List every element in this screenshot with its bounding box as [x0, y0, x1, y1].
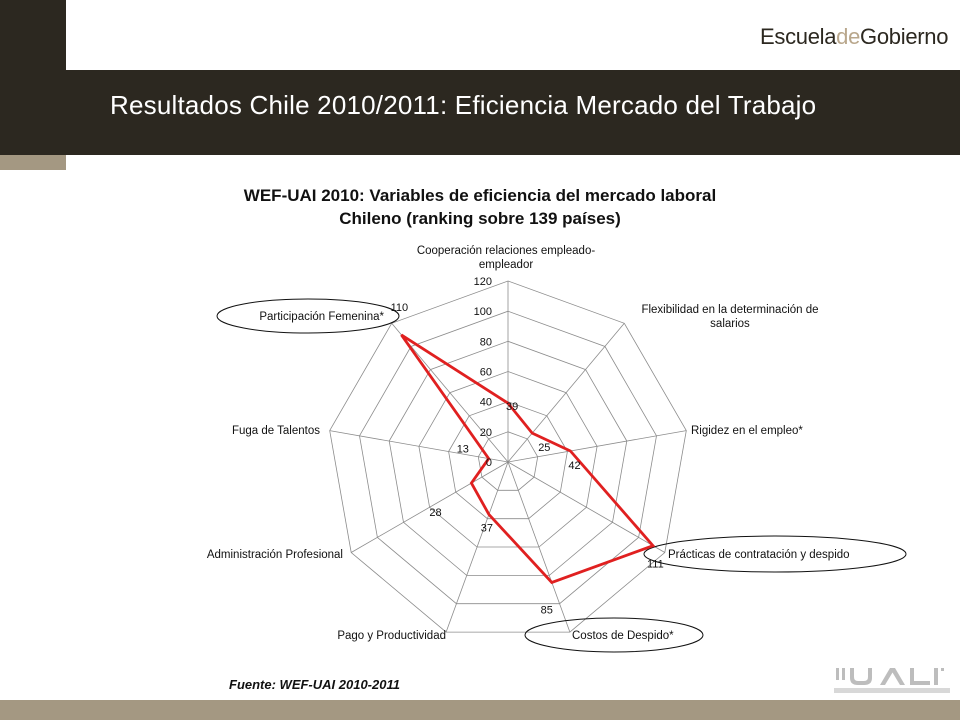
highlight-ellipses [217, 299, 906, 652]
axis-label-line: Flexibilidad en la determinación de [641, 304, 819, 316]
chart-title-line-1: WEF-UAI 2010: Variables de eficiencia del mercado laboral [243, 186, 717, 205]
radar-labels [207, 245, 850, 642]
axis-label [232, 425, 320, 437]
axis-label-line: salarios [710, 318, 750, 330]
axis-label [337, 630, 446, 642]
data-label: 13 [456, 443, 469, 456]
axis-label-line: Costos de Despido* [572, 630, 674, 642]
axis-label-line: Pago y Productividad [337, 630, 446, 642]
data-label: 42 [568, 460, 581, 472]
source-note: Fuente: WEF-UAI 2010-2011 [229, 677, 400, 692]
data-label: 85 [540, 604, 553, 617]
axis-label-line: Administración Profesional [206, 549, 343, 561]
radial-tick-label: 0 [485, 457, 492, 469]
axis-label-line: Participación Femenina* [259, 311, 384, 323]
axis-label-line: Prácticas de contratación y despido [668, 549, 850, 561]
radar-grid [330, 281, 687, 632]
axis-label [417, 245, 596, 271]
axis-label [691, 425, 803, 437]
brand-name-part-c: Gobierno [860, 24, 949, 49]
radial-tick-label: 20 [479, 426, 492, 439]
axis-label [641, 304, 818, 330]
grid-spoke [508, 323, 624, 462]
radial-tick-label: 120 [473, 276, 492, 288]
uai-logo [834, 666, 950, 696]
axis-label [572, 630, 674, 642]
radial-tick-label: 40 [479, 396, 492, 409]
data-label: 37 [480, 522, 494, 535]
axis-label-line: Rigidez en el empleo* [691, 425, 803, 437]
data-label: 39 [506, 401, 519, 414]
data-label: 25 [538, 442, 551, 455]
axis-label [207, 549, 343, 561]
brand-name-part-b: de [836, 24, 861, 49]
axis-label-line: Fuga de Talentos [231, 425, 320, 437]
footer-band [0, 700, 960, 720]
data-label: 110 [390, 301, 409, 314]
axis-label-line: Cooperación relaciones empleado- [416, 245, 596, 257]
axis-label-line: empleador [478, 259, 534, 271]
brand-name-part-a: Escuela [760, 24, 837, 49]
grid-spoke [508, 462, 665, 553]
axis-label [259, 311, 384, 323]
chart-title-line-2: Chileno (ranking sobre 139 países) [339, 209, 621, 228]
data-label: 28 [429, 507, 442, 520]
radial-tick-label: 60 [479, 366, 492, 379]
axis-label [668, 549, 850, 561]
slide-title: Resultados Chile 2010/2011: Eficiencia Mercado del Trabajo [110, 90, 817, 120]
data-label: 111 [647, 558, 664, 571]
radial-tick-label: 80 [479, 336, 492, 349]
radial-tick-label: 100 [473, 306, 492, 319]
